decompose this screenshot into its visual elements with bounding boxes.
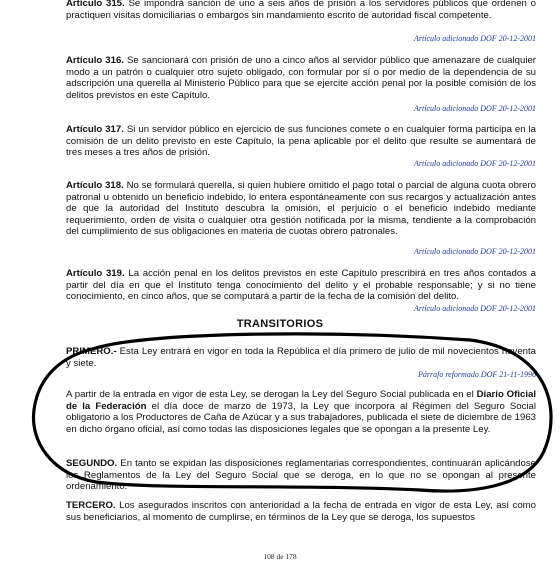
transitorio-label: SEGUNDO. — [66, 458, 118, 469]
article-318 — [66, 180, 536, 238]
transitorios-heading: TRANSITORIOS — [236, 318, 324, 330]
article-318-note: Artículo adicionado DOF 20-12-2001 — [414, 247, 536, 256]
article-317 — [66, 124, 536, 159]
article-319 — [66, 268, 536, 303]
transitorio-tercero — [66, 500, 536, 523]
article-text: La acción penal en los delitos previstos en este Capítulo prescribirá en tres años contados a partir del día en que el Instituto tenga conocimiento del delito y el probable responsable; y si no tiene conocimiento, en cinco años, que se computará a partir de la fecha de la comisión del delito. — [66, 268, 536, 303]
article-text: Si un servidor público en ejercicio de sus funciones comete o en cualquier forma participa en la comisión de un delito previsto en este Capítulo, la pena aplicable por el delito que resulte se aumentará de tres meses a tres años de prisión. — [66, 124, 536, 159]
diario-oficial-name: Diario Oficial de la Federación — [66, 389, 536, 412]
article-text: No se formulará querella, si quien hubiere omitido el pago total o parcial de alguna cuota obrero patronal u obtenido un beneficio indebido, lo entera espontáneamente con sus recargos y actualización antes de que la autoridad del Instituto descubra la omisión, el perjuicio o el beneficio indebido mediante requerimiento, orden de visita o cualquier otra gestión notificada por la misma, tendiente a la comprobación del cumplimiento de sus obligaciones en materia de cuotas obrero patronales. — [66, 180, 536, 238]
transitorio-primero — [66, 346, 536, 369]
transitorio-text: En tanto se expidan las disposiciones reglamentarias correspondientes, continuarán aplicándose los Reglamentos de la Ley del Seguro Social que se deroga, en lo que no se opongan al presente ordenamiento. — [66, 458, 536, 493]
article-label: Artículo 316. — [66, 55, 124, 66]
article-label: Artículo 318. — [66, 180, 124, 191]
derogacion-text-after: el día doce de marzo de 1973, la Ley que incorpora al Régimen del Seguro Social obligatorio a los Productores de Caña de Azúcar y a sus trabajadores, publicada el siete de diciembre de 1963 en dicho órgano oficial, así como todas las disposiciones legales que se opongan a la presente Ley. — [66, 400, 536, 435]
derogacion-text-before: A partir de la entrada en vigor de esta Ley, se derogan la Ley del Seguro Social publicada en el — [66, 389, 474, 400]
article-text: Se impondrá sanción de uno a seis años de prisión a los servidores públicos que ordenen o practiquen visitas domiciliarias o embargos sin mandamiento escrito de autoridad fiscal competente. — [66, 0, 536, 21]
article-316-note: Artículo adicionado DOF 20-12-2001 — [414, 104, 536, 113]
article-label: Artículo 317. — [66, 124, 124, 135]
transitorio-primero-note: Párrafo reformado DOF 21-11-1996 — [418, 370, 536, 379]
article-label: Artículo 315. — [66, 0, 125, 9]
transitorio-segundo — [66, 458, 536, 493]
article-316 — [66, 55, 536, 101]
article-315-note: Artículo adicionado DOF 20-12-2001 — [414, 34, 536, 43]
derogacion-paragraph — [66, 389, 536, 435]
transitorio-text: Esta Ley entrará en vigor en toda la República el día primero de julio de mil novecientos noventa y siete. — [66, 346, 536, 369]
transitorio-label: TERCERO. — [66, 500, 116, 511]
article-317-note: Artículo adicionado DOF 20-12-2001 — [414, 159, 536, 168]
article-315 — [66, 0, 536, 21]
page-number: 108 de 178 — [263, 552, 297, 561]
article-label: Artículo 319. — [66, 268, 125, 279]
transitorio-text: Los asegurados inscritos con anterioridad a la fecha de entrada en vigor de esta Ley, así como sus beneficiarios, al momento de cumplirse, en términos de la Ley que se deroga, los supuestos — [66, 500, 536, 523]
article-319-note: Artículo adicionado DOF 20-12-2001 — [414, 304, 536, 313]
transitorio-label: PRIMERO.- — [66, 346, 117, 357]
article-text: Se sancionará con prisión de uno a cinco años al servidor público que amenazare de cualquier modo a un patrón o cualquier otro sujeto obligado, con formular por sí o por medio de la dependencia de su adscripción una querella al Ministerio Público para que se ejercite acción penal por la posible comisión de los delitos previstos en este Capítulo. — [66, 55, 536, 101]
